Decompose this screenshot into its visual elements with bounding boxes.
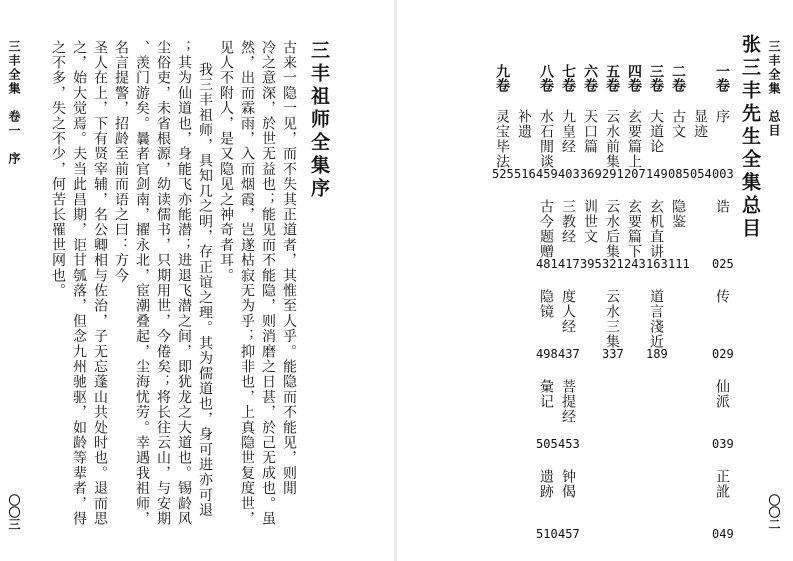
- preface-column: 冷之意深，於世无益也；能见而不能隐，则消磨之日甚，於己无成也。虽: [260, 40, 276, 527]
- toc-entry-title: 序: [714, 109, 730, 124]
- toc-entry-page: 403: [558, 167, 580, 181]
- volume-label: 三卷: [648, 64, 664, 92]
- toc-entry-page: 054: [690, 167, 712, 181]
- toc-entry-title: 仙派: [714, 379, 730, 409]
- toc-entry-title: 玄要篇上: [626, 109, 642, 169]
- toc-entry-page: 039: [712, 437, 734, 451]
- toc-entry-page: 437: [558, 347, 580, 361]
- toc-entry-title: 大道论: [648, 109, 664, 154]
- toc-entry-title: 菩提经: [560, 379, 576, 424]
- toc-entry-title: 遗跡: [538, 469, 554, 499]
- toc-entry-page: 149: [646, 167, 668, 181]
- toc-entry-page: 510: [536, 527, 558, 541]
- volume-label: 七卷: [560, 64, 576, 92]
- toc-entry-page: 029: [712, 347, 734, 361]
- preface-column: 之不多，失之不少，何苦长罹世网也。: [50, 40, 66, 299]
- toc-entry-page: 049: [712, 527, 734, 541]
- toc-entry-title: 古文: [670, 109, 686, 139]
- preface-column: ；其为仙道也，身能飞亦能潜；进退飞潜之间，即犹龙之大道也。锡龄风: [176, 40, 192, 527]
- preface-column: 圣人在上，下有贤宰辅，名公卿相与佐治，子无忘蓬山共处时也。退而思: [92, 40, 108, 527]
- preface-column: 名言提警，招龄至前而语之曰：方今: [113, 40, 129, 284]
- toc-entry-title: 云水后集: [604, 199, 620, 259]
- volume-label: 八卷: [538, 64, 554, 92]
- toc-entry-title: 彙记: [538, 379, 554, 409]
- toc-entry-page: 459: [536, 167, 558, 181]
- toc-entry-page: 163: [646, 257, 668, 271]
- preface-column: 见人不附人，是又隐见之神奇者耳。: [218, 40, 234, 284]
- volume-label: 四卷: [626, 64, 642, 92]
- toc-entry-page: 321: [602, 257, 624, 271]
- toc-entry-title: 度人经: [560, 289, 576, 334]
- toc-entry-title: 道言淺近: [648, 289, 664, 349]
- volume-label: 六卷: [582, 64, 598, 92]
- toc-entry-title: 三教经: [560, 199, 576, 244]
- toc-entry-page: 481: [536, 257, 558, 271]
- toc-entry-page: 243: [624, 257, 646, 271]
- toc-entry-page: 505: [536, 437, 558, 451]
- toc-entry-page: 395: [580, 257, 602, 271]
- volume-label: 九卷: [494, 64, 510, 92]
- left-page: [0, 0, 396, 561]
- toc-entry-title: 灵宝毕法: [494, 109, 510, 169]
- toc-entry-page: 189: [646, 347, 668, 361]
- toc-entry-title: 古今题赠: [538, 199, 554, 259]
- left-page-number: 〇〇三: [7, 494, 21, 530]
- toc-entry-page: 498: [536, 347, 558, 361]
- volume-label: 一卷: [714, 64, 730, 92]
- toc-entry-page: 111: [668, 257, 690, 271]
- toc-entry-title: 隐镜: [538, 289, 554, 319]
- toc-entry-title: 云水前集: [604, 109, 620, 169]
- toc-entry-title: 玄机直讲: [648, 199, 664, 259]
- toc-entry-page: 369: [580, 167, 602, 181]
- toc-entry-title: 隐鉴: [670, 199, 686, 229]
- toc-entry-title: 玄要篇下: [626, 199, 642, 259]
- toc-entry-page: 085: [668, 167, 690, 181]
- toc-entry-title: 传: [714, 289, 730, 304]
- toc-entry-page: 453: [558, 437, 580, 451]
- right-running-head: 三丰全集 总目: [767, 40, 781, 138]
- right-page-number: 〇〇二: [767, 494, 781, 530]
- toc-entry-page: 337: [602, 347, 624, 361]
- preface-title: 三丰祖师全集序: [308, 40, 330, 201]
- toc-entry-page: 207: [624, 167, 646, 181]
- toc-entry-title: 诰: [714, 199, 730, 214]
- toc-entry-title: 水石閒谈: [538, 109, 554, 169]
- toc-entry-page: 291: [602, 167, 624, 181]
- toc-entry-page: 457: [558, 527, 580, 541]
- volume-label: 二卷: [670, 64, 686, 92]
- preface-column: 之，始大觉焉。夫当此昌期，讵甘瓠落，但念九州驰驱，如龄等辈者，得: [71, 40, 87, 527]
- toc-entry-title: 正訛: [714, 469, 730, 499]
- toc-entry-page: 003: [712, 167, 734, 181]
- toc-entry-title: 天口篇: [582, 109, 598, 154]
- toc-entry-title: 训世文: [582, 199, 598, 244]
- toc-entry-title: 补遗: [516, 109, 532, 139]
- toc-entry-page: 525: [492, 167, 514, 181]
- preface-column: 古来一隐一见，而不失其正道者，其惟至人乎。能隐而不能见，则閒: [281, 40, 297, 496]
- right-page: [396, 0, 793, 561]
- toc-entry-title: 显迹: [692, 109, 708, 139]
- preface-column: 我三丰祖师，具知几之明，存正谊之理。其为儒道也，身可进亦可退: [197, 62, 213, 518]
- preface-column: 尘俗吏，未省根源，幼读儒书，只期用世，今倦矣；将长往云山，与安期: [155, 40, 171, 527]
- toc-entry-page: 417: [558, 257, 580, 271]
- volume-label: 五卷: [604, 64, 620, 92]
- toc-entry-title: 钟偈: [560, 469, 576, 499]
- toc-entry-page: 516: [514, 167, 536, 181]
- toc-entry-title: 九皇经: [560, 109, 576, 154]
- toc-title: 张三丰先生全集总目: [739, 34, 761, 241]
- toc-entry-page: 025: [712, 257, 734, 271]
- left-running-head: 三丰全集 卷一 序: [7, 40, 21, 166]
- preface-column: 、羡门游矣。曩者官剑南，擢永北，宦潮叠起，尘海忧劳。幸遇我祖师，: [134, 40, 150, 527]
- preface-column: 然，出而霖雨，入而烟霞，岂遂枯寂无为乎；抑非也，上真隐世复度世，: [239, 40, 255, 527]
- toc-entry-title: 云水三集: [604, 289, 620, 349]
